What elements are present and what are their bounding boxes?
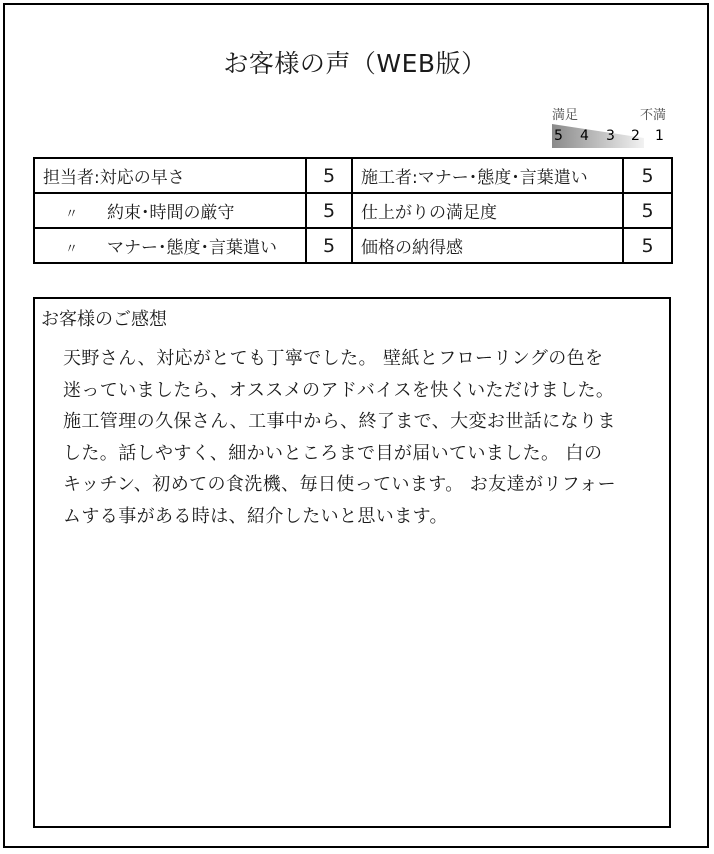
rating-label-cell <box>34 193 306 228</box>
rating-label: 仕上がりの満足度 <box>352 193 623 228</box>
legend-unsatisfied-label: 不満 <box>640 108 667 123</box>
rating-score: 5 <box>306 158 352 193</box>
comment-line: 施工管理の久保さん、工事中から、終了まで、大変お世話になりま <box>63 411 616 432</box>
comment-line: 天野さん、対応がとても丁寧でした。 壁紙とフローリングの色を <box>63 348 604 369</box>
rating-label-cell <box>34 228 306 263</box>
ratings-row <box>34 228 672 263</box>
legend-scale-numbers <box>552 128 672 148</box>
legend-scale-2: 2 <box>631 128 640 144</box>
ratings-table <box>33 157 673 264</box>
ratings-row <box>34 193 672 228</box>
rating-score: 5 <box>623 158 672 193</box>
rating-score: 5 <box>306 228 352 263</box>
rating-score: 5 <box>306 193 352 228</box>
ditto-mark: 〃 <box>65 242 79 257</box>
legend-scale-5: 5 <box>554 128 563 144</box>
page-title: お客様の声（WEB版） <box>223 49 487 78</box>
customer-comment-box <box>33 297 671 828</box>
rating-label: 約束･時間の厳守 <box>107 203 235 223</box>
rating-label: 担当者:対応の早さ <box>34 158 306 193</box>
rating-label: 施工者:マナー･態度･言葉遣い <box>352 158 623 193</box>
legend-satisfied-label: 満足 <box>552 108 579 123</box>
comment-heading: お客様のご感想 <box>41 309 167 330</box>
legend-scale-1: 1 <box>655 128 664 144</box>
comment-line: キッチン、初めての食洗機、毎日使っています。 お友達がリフォー <box>63 474 617 495</box>
rating-scale-legend <box>552 104 672 148</box>
legend-scale-4: 4 <box>580 128 589 144</box>
comment-body <box>63 343 643 532</box>
rating-label: 価格の納得感 <box>352 228 623 263</box>
ditto-mark: 〃 <box>65 207 79 222</box>
comment-line: ムする事がある時は、紹介したいと思います。 <box>63 505 448 527</box>
legend-scale-3: 3 <box>606 128 615 144</box>
ratings-row <box>34 158 672 193</box>
rating-score: 5 <box>623 193 672 228</box>
comment-line: した。話しやすく、細かいところまで目が届いていました。 白の <box>63 442 603 464</box>
comment-line: 迷っていましたら、オススメのアドバイスを快くいただけました。 <box>63 379 615 401</box>
rating-score: 5 <box>623 228 672 263</box>
rating-label: マナー･態度･言葉遣い <box>107 238 277 258</box>
